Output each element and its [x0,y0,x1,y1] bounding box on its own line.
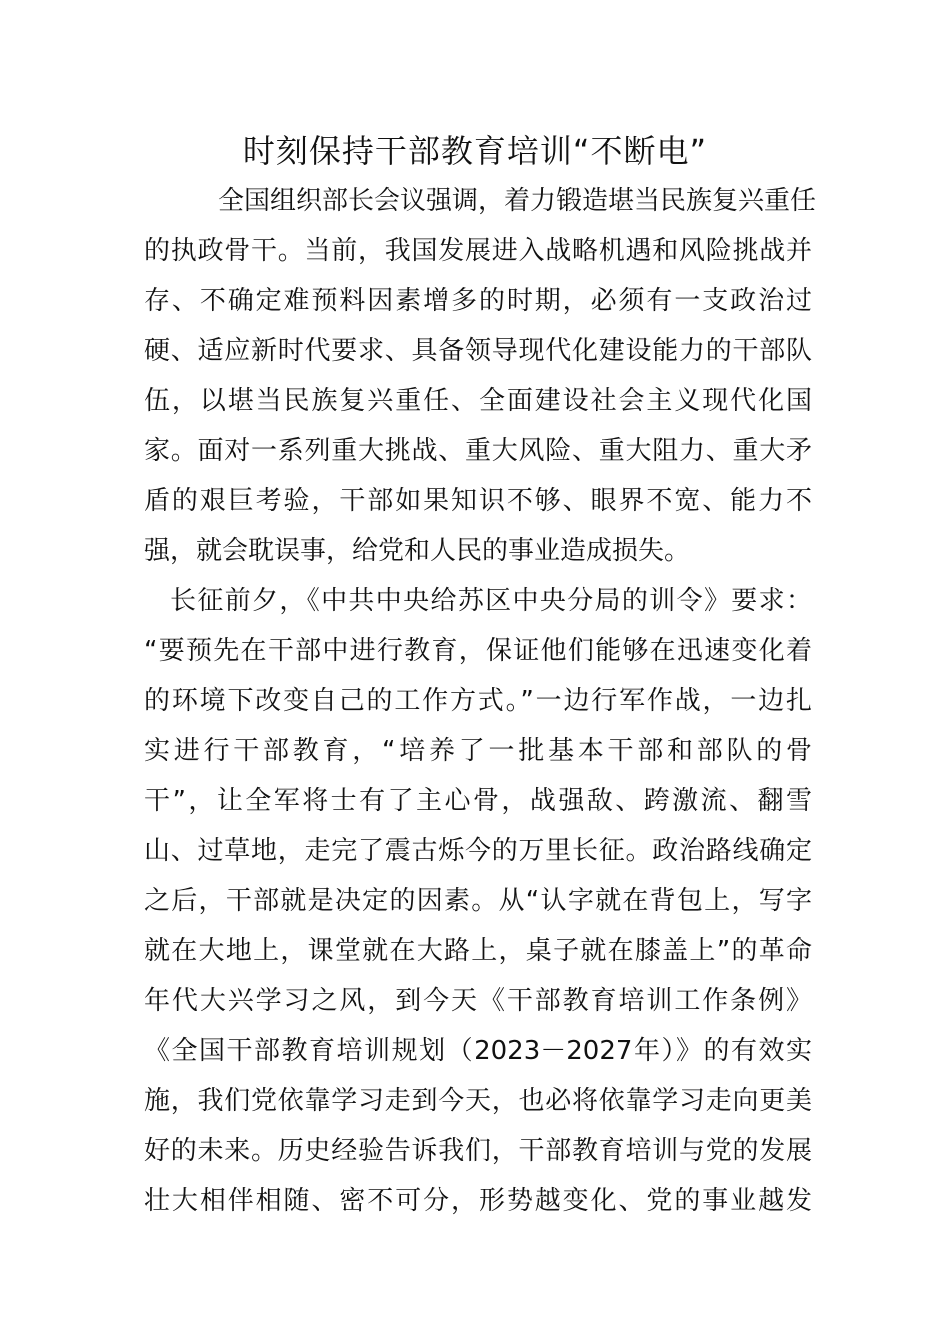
paragraph-1-line-7: 盾的艰巨考验，干部如果知识不够、眼界不宽、能力不 [144,486,812,516]
paragraph-1-line-5: 伍，以堪当民族复兴重任、全面建设社会主义现代化国 [144,386,812,416]
paragraph-1-line-1: 全国组织部长会议强调，着力锻造堪当民族复兴重任 [218,186,817,216]
paragraph-2-line-7: 之后，干部就是决定的因素。从“认字就在背包上，写字 [144,886,812,916]
paragraph-2-line-8: 就在大地上，课堂就在大路上，桌子就在膝盖上”的革命 [144,936,812,966]
paragraph-2-line-1: 长征前夕，《中共中央给苏区中央分局的训令》要求： [170,586,812,616]
paragraph-2-line-3: 的环境下改变自己的工作方式。”一边行军作战，一边扎 [144,686,812,716]
paragraph-1-line-2: 的执政骨干。当前，我国发展进入战略机遇和风险挑战并 [144,236,812,266]
paragraph-2-line-6: 山、过草地，走完了震古烁今的万里长征。政治路线确定 [144,836,812,866]
paragraph-1-line-8: 强，就会耽误事，给党和人民的事业造成损失。 [144,536,691,566]
paragraph-2-line-11: 施，我们党依靠学习走到今天，也必将依靠学习走向更美 [144,1086,812,1116]
paragraph-1-line-4: 硬、适应新时代要求、具备领导现代化建设能力的干部队 [144,336,812,366]
paragraph-2-line-2: “要预先在干部中进行教育，保证他们能够在迅速变化着 [144,636,812,666]
paragraph-2-line-10: 《全国干部教育培训规划（2023－2027年）》的有效实 [144,1036,812,1066]
paragraph-1-line-6: 家。面对一系列重大挑战、重大风险、重大阻力、重大矛 [144,436,812,466]
paragraph-2-line-13: 壮大相伴相随、密不可分，形势越变化、党的事业越发 [144,1186,812,1216]
document-title: 时刻保持干部教育培训“不断电” [242,132,708,170]
paragraph-2-line-4: 实进行干部教育，“培养了一批基本干部和部队的骨 [144,736,812,766]
paragraph-2-line-9: 年代大兴学习之风，到今天《干部教育培训工作条例》 [144,986,812,1016]
paragraph-2-line-12: 好的未来。历史经验告诉我们，干部教育培训与党的发展 [144,1136,812,1166]
paragraph-1-line-3: 存、不确定难预料因素增多的时期，必须有一支政治过 [144,286,812,316]
paragraph-2-line-5: 干”，让全军将士有了主心骨，战强敌、跨激流、翻雪 [144,786,812,816]
document-body [144,176,817,1226]
